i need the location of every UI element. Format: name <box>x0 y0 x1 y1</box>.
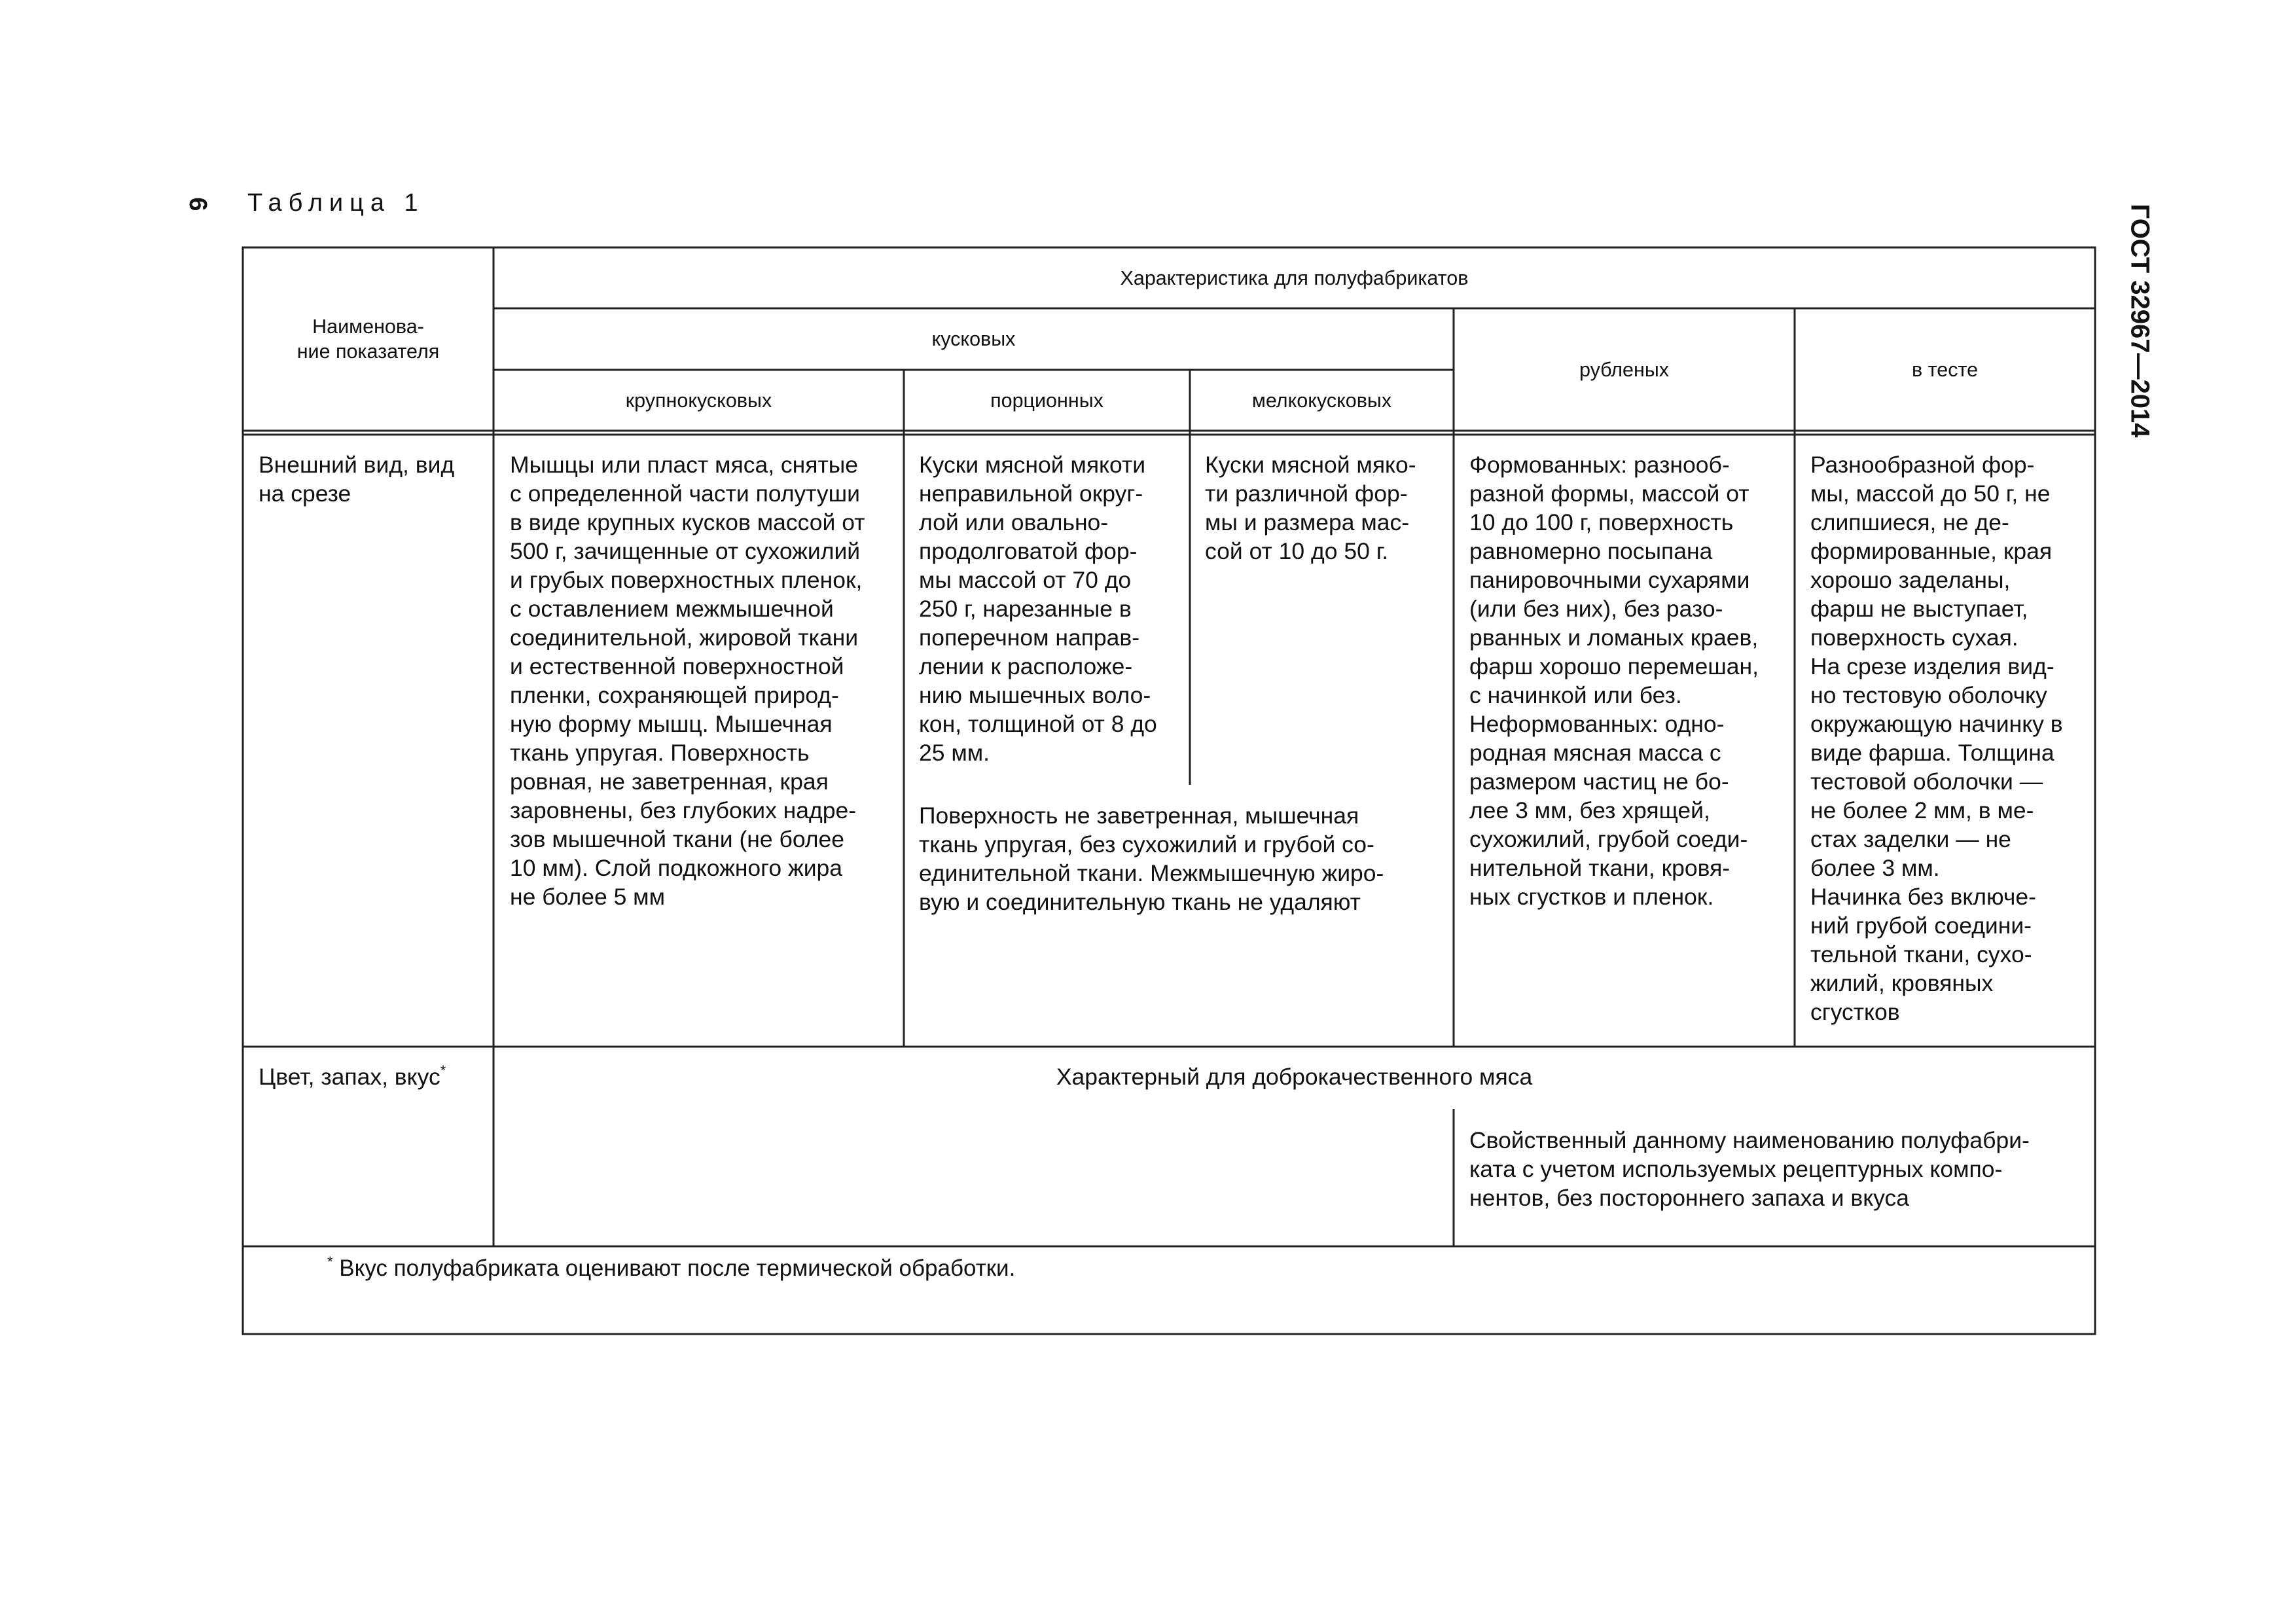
header-characteristic: Характеристика для полуфабрикатов <box>1120 266 1469 289</box>
row2-footnote-mark: * <box>440 1062 446 1079</box>
header-piece: кусковых <box>931 328 1016 350</box>
header-small-piece: мелкокусковых <box>1251 389 1392 412</box>
row2-chopped-dough-text: Свойственный данному наименованию полуфабри- ката с учетом используемых рецептурных компо- нентов, без постороннего запаха и вкуса <box>1469 1127 2030 1211</box>
row1-large-piece-text: Мышцы или пласт мяса, снятые с определенной части полутуши в виде крупных кусков массой от 500 г, зачищенные от сухожилий и грубых поверхностных пленок, с оставлением межмышечной соединительной, жировой ткани и естественной поверхностной пленки, сохраняющей природ- ную форму мышц. Мышечная ткань упругая. Поверхность ровная, не заветренная, края заровнены, без глубоких надре- зов мышечной ткани (не более 10 мм). Слой подкожного жира не более 5 мм <box>510 452 865 910</box>
row1-portion-small-common-text: Поверхность не заветренная, мышечная ткань упругая, без сухожилий и грубой со- единительной ткани. Межмышечную жиро- вую и соединительную ткань не удаляют <box>919 803 1384 915</box>
table-footnote <box>327 1254 1015 1283</box>
header-chopped: рубленых <box>1579 358 1670 381</box>
row2-indicator-text: Цвет, запах, вкус <box>259 1064 440 1090</box>
header-dough: в тесте <box>1911 358 1979 381</box>
document-code-text: ГОСТ 32967—2014 <box>2125 204 2155 438</box>
row1-small-piece-text: Куски мясной мяко- ти различной фор- мы и размера мас- сой от 10 до 50 г. <box>1205 452 1416 564</box>
footnote-mark: * <box>327 1254 333 1270</box>
header-large-piece: крупнокусковых <box>625 389 772 412</box>
row2-indicator-name <box>259 1062 488 1091</box>
header-indicator-name: Наименова- ние показателя <box>296 316 440 363</box>
row1-indicator-name: Внешний вид, вид на срезе <box>259 452 455 507</box>
row2-common-text: Характерный для доброкачественного мяса <box>1056 1064 1533 1090</box>
row1-chopped-text: Формованных: разнооб- разной формы, массой от 10 до 100 г, поверхность равномерно посыпана панировочными сухарями (или без них), без разо- рванных и ломаных краев, фарш хорошо перемешан, с начинкой или без. Неформованных: одно- родная мясная масса с размером частиц не бо- лее 3 мм, без хрящей, сухожилий, грубой соеди- нительной ткани, кровя- ных сгустков и пленок. <box>1469 452 1759 910</box>
document-code <box>2120 196 2159 445</box>
footnote-text: Вкус полуфабриката оценивают после термической обработки. <box>339 1255 1016 1281</box>
page-number: 6 <box>184 197 211 211</box>
table-caption: Таблица 1 <box>247 189 425 217</box>
row1-dough-text: Разнообразной фор- мы, массой до 50 г, не слипшиеся, не де- формированные, края хорошо заделаны, фарш не выступает, поверхность сухая. На срезе изделия вид- но тестовую оболочку окружающую начинку в виде фарша. Толщина тестовой оболочки — не более 2 мм, в ме- стах заделки — не более 3 мм. Начинка без включе- ний грубой соедини- тельной ткани, сухо- жилий, кровяных сгустков <box>1810 452 2063 1025</box>
header-portion: порционных <box>990 389 1103 412</box>
row1-portion-text: Куски мясной мякоти неправильной округ- лой или овально- продолговатой фор- мы массой от 70 до 250 г, нарезанные в поперечном направ- лении к расположе- нию мышечных воло- кон, толщиной от 8 до 25 мм. <box>919 452 1157 766</box>
